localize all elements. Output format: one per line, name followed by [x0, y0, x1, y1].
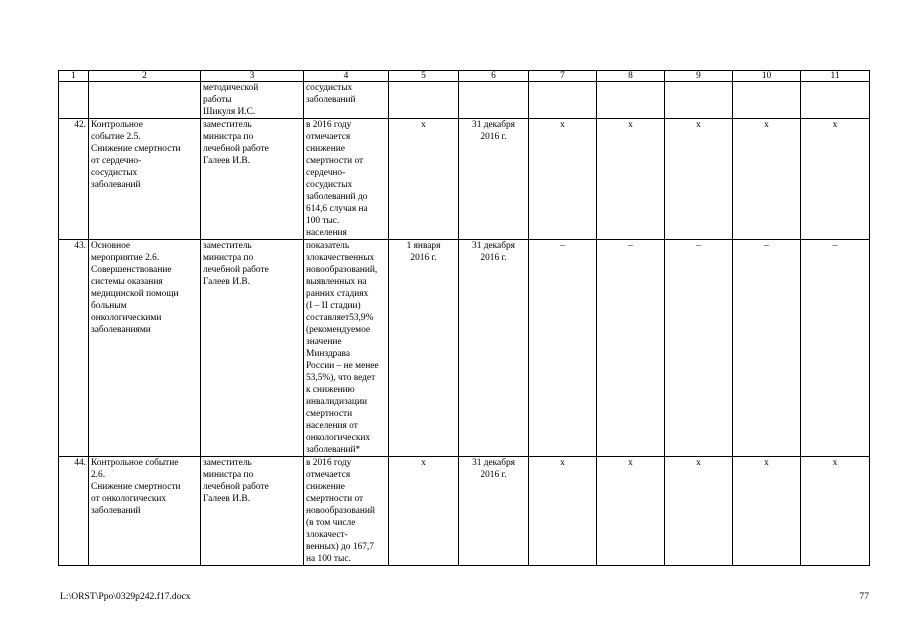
start-date-cell: х — [389, 457, 459, 566]
result-cell: сосудистых заболеваний — [304, 82, 389, 119]
value-cell — [733, 82, 801, 119]
row-number — [59, 82, 89, 119]
value-cell: – — [597, 240, 665, 457]
responsible-cell: методической работы Шикуля И.С. — [201, 82, 304, 119]
row-number: 42. — [59, 119, 89, 240]
column-header: 11 — [801, 71, 870, 82]
value-cell — [665, 82, 733, 119]
responsible-cell: заместитель министра по лечебной работе Галеев И.В. — [201, 119, 304, 240]
plan-table — [58, 70, 870, 566]
value-cell: х — [801, 457, 870, 566]
start-date-cell — [389, 82, 459, 119]
column-header: 6 — [459, 71, 529, 82]
start-date-cell: х — [389, 119, 459, 240]
value-cell — [529, 82, 597, 119]
result-cell: в 2016 году отмечается снижение смертности от новообразований (в том числе злокачест- венных) до 167,7 на 100 тыс. — [304, 457, 389, 566]
value-cell: – — [801, 240, 870, 457]
value-cell: х — [529, 457, 597, 566]
value-cell: х — [801, 119, 870, 240]
event-cell: Основное мероприятие 2.6. Совершенствование системы оказания медицинской помощи больным онкологическими заболеваниями — [89, 240, 201, 457]
column-header: 7 — [529, 71, 597, 82]
end-date-cell: 31 декабря 2016 г. — [459, 119, 529, 240]
table-row — [59, 82, 870, 119]
value-cell: – — [665, 240, 733, 457]
value-cell: х — [529, 119, 597, 240]
responsible-cell: заместитель министра по лечебной работе Галеев И.В. — [201, 240, 304, 457]
result-cell: показатель злокачественных новообразований, выявленных на ранних стадиях (I – II стадии) составляет53,9% (рекомендуемое значение Минздрава России – не менее 53,5%), что ведет к снижению инвалидизации смертности населения от онкологических заболеваний* — [304, 240, 389, 457]
column-header: 1 — [59, 71, 89, 82]
table-row — [59, 240, 870, 457]
value-cell: – — [733, 240, 801, 457]
value-cell: – — [529, 240, 597, 457]
row-number: 44. — [59, 457, 89, 566]
value-cell: х — [665, 457, 733, 566]
value-cell — [801, 82, 870, 119]
column-header: 9 — [665, 71, 733, 82]
table-row — [59, 457, 870, 566]
end-date-cell — [459, 82, 529, 119]
event-cell — [89, 82, 201, 119]
result-cell: в 2016 году отмечается снижение смертности от сердечно- сосудистых заболеваний до 614,6 случая на 100 тыс. населения — [304, 119, 389, 240]
file-path: L:\ORST\Ppo\0329p242.f17.docx — [60, 591, 191, 602]
table-row — [59, 119, 870, 240]
value-cell: х — [733, 457, 801, 566]
value-cell: х — [597, 119, 665, 240]
page-number: 77 — [859, 591, 869, 602]
value-cell: х — [665, 119, 733, 240]
event-cell: Контрольное событие 2.6. Снижение смертности от онкологических заболеваний — [89, 457, 201, 566]
column-number-row — [59, 71, 870, 82]
column-header: 3 — [201, 71, 304, 82]
responsible-cell: заместитель министра по лечебной работе Галеев И.В. — [201, 457, 304, 566]
value-cell: х — [733, 119, 801, 240]
column-header: 8 — [597, 71, 665, 82]
value-cell — [597, 82, 665, 119]
end-date-cell: 31 декабря 2016 г. — [459, 240, 529, 457]
row-number: 43. — [59, 240, 89, 457]
event-cell: Контрольное событие 2.5. Снижение смертности от сердечно- сосудистых заболеваний — [89, 119, 201, 240]
column-header: 2 — [89, 71, 201, 82]
end-date-cell: 31 декабря 2016 г. — [459, 457, 529, 566]
column-header: 10 — [733, 71, 801, 82]
column-header: 5 — [389, 71, 459, 82]
column-header: 4 — [304, 71, 389, 82]
start-date-cell: 1 января 2016 г. — [389, 240, 459, 457]
value-cell: х — [597, 457, 665, 566]
